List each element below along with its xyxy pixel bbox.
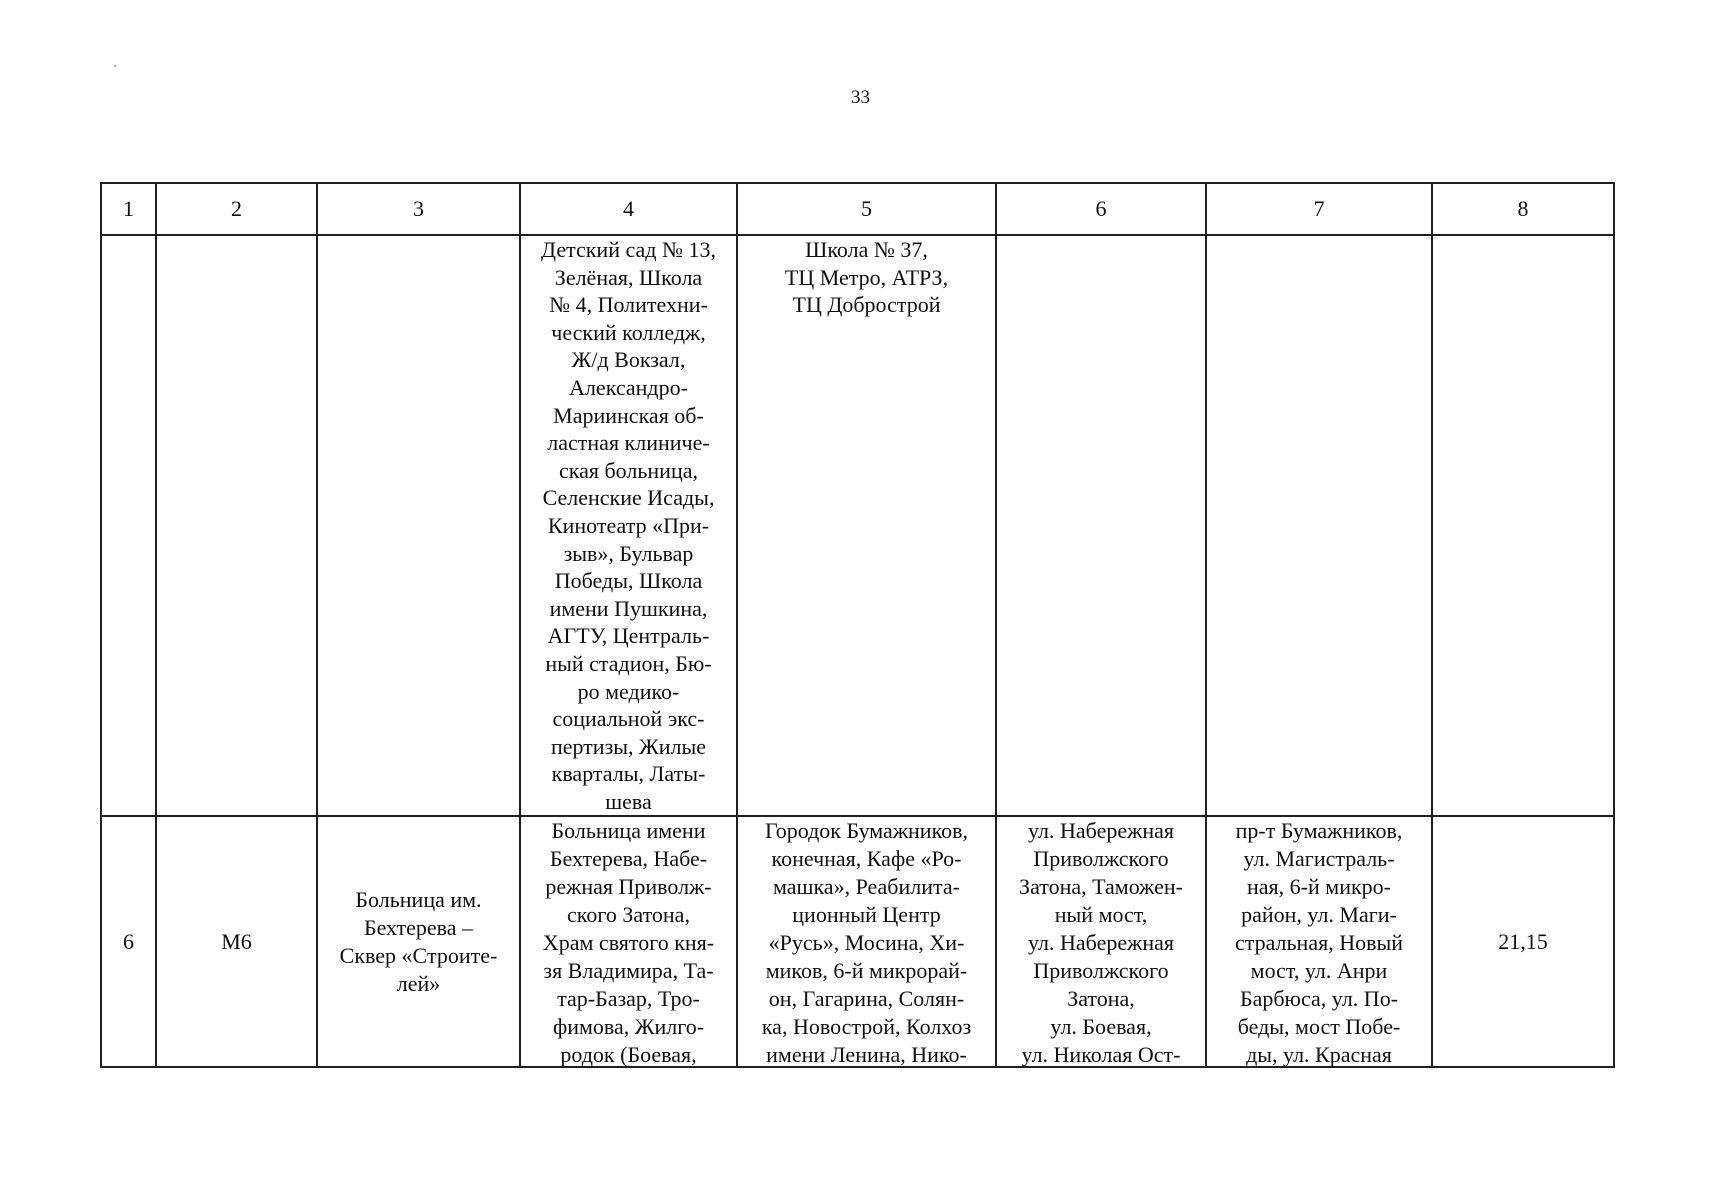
routes-table xyxy=(100,182,1615,1068)
header-cell-col-7: 7 xyxy=(1207,184,1433,236)
scan-artifact-dot xyxy=(114,65,116,67)
row-1-col-5-cell: Школа № 37, ТЦ Метро, АТРЗ, ТЦ Добрострой xyxy=(738,236,997,817)
row-2-col-3-cell: Больница им. Бехтерева – Сквер «Строите- лей» xyxy=(318,817,521,1068)
header-cell-col-1: 1 xyxy=(102,184,157,236)
row-2-col-1-cell: 6 xyxy=(102,817,157,1068)
row-1-col-2-cell xyxy=(157,236,318,817)
header-cell-col-6: 6 xyxy=(997,184,1207,236)
row-2-col-5-cell: Городок Бумажников, конечная, Кафе «Ро- машка», Реабилита- ционный Центр «Русь», Мосина, Хи- миков, 6-й микрорай- он, Гагарина, Солян- ка, Новострой, Колхоз имени Ленина, Нико- xyxy=(738,817,997,1068)
row-1-col-4-cell: Детский сад № 13, Зелёная, Школа № 4, Политехни- ческий колледж, Ж/д Вокзал, Александро- Мариинская об- ластная клиниче- ская больница, Селенские Исады, Кинотеатр «При- зыв», Бульвар Победы, Школа имени Пушкина, АГТУ, Централь- ный стадион, Бю- ро медико- социальной экс- пертизы, Жилые кварталы, Латы- шева xyxy=(521,236,738,817)
header-cell-col-8: 8 xyxy=(1433,184,1615,236)
page-number: 33 xyxy=(851,87,870,108)
header-cell-col-4: 4 xyxy=(521,184,738,236)
header-cell-col-5: 5 xyxy=(738,184,997,236)
row-1-col-1-cell xyxy=(102,236,157,817)
row-1-col-6-cell xyxy=(997,236,1207,817)
row-2-col-6-cell: ул. Набережная Приволжского Затона, Таможен- ный мост, ул. Набережная Приволжского Затона, ул. Боевая, ул. Николая Ост- xyxy=(997,817,1207,1068)
row-2-col-4-cell: Больница имени Бехтерева, Набе- режная Приволж- ского Затона, Храм святого кня- зя Владимира, Та- тар-Базар, Тро- фимова, Жилго- родок (Боевая, xyxy=(521,817,738,1068)
row-2-col-8-cell: 21,15 xyxy=(1433,817,1615,1068)
row-1-col-7-cell xyxy=(1207,236,1433,817)
header-cell-col-2: 2 xyxy=(157,184,318,236)
row-2-col-7-cell: пр-т Бумажников, ул. Магистраль- ная, 6-й микро- район, ул. Маги- стральная, Новый мост, ул. Анри Барбюса, ул. По- беды, мост Побе- ды, ул. Красная xyxy=(1207,817,1433,1068)
row-1-col-8-cell xyxy=(1433,236,1615,817)
row-1-col-3-cell xyxy=(318,236,521,817)
header-cell-col-3: 3 xyxy=(318,184,521,236)
row-2-col-2-cell: М6 xyxy=(157,817,318,1068)
